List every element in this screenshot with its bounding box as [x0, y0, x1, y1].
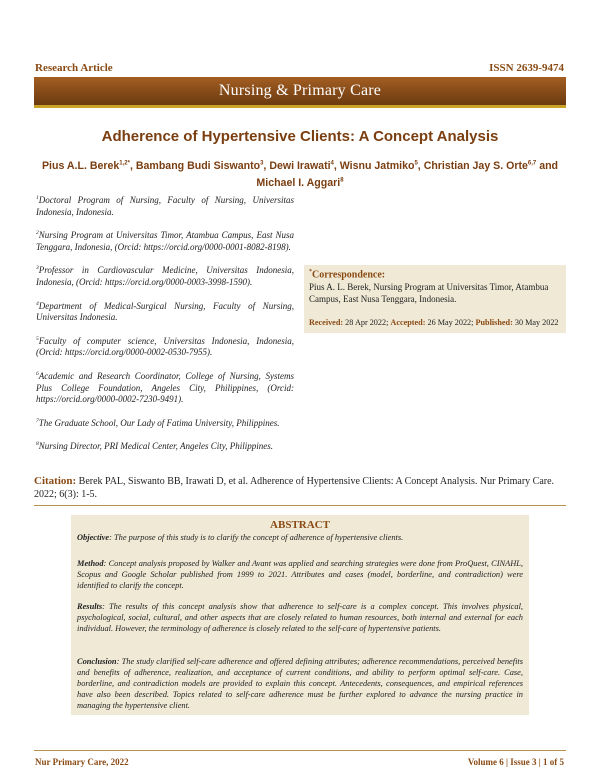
footer-journal: Nur Primary Care, 2022 — [35, 757, 129, 767]
author-list — [36, 156, 564, 191]
author: Christian Jay S. Orte$^{6,7}$ and — [423, 159, 559, 172]
author: Michael I. Aggari$^8$ — [256, 177, 344, 190]
affiliation: $^5$Faculty of computer science, Universitas Indonesia, Indonesia, (Orcid: https://orcid.org/0000-0002-0530-7955). — [36, 335, 294, 358]
article-type-label: Research Article — [35, 62, 113, 74]
citation: Citation: Berek PAL, Siswanto BB, Irawati D, et al. Adherence of Hypertensive Clients: A Concept Analysis. Nur Primary Care. 2022; 6(3): 1-5. — [34, 475, 555, 500]
correspondence-box — [304, 265, 566, 333]
publication-dates: Received: 28 Apr 2022; Accepted: 26 May 2022; Published: 30 May 2022 — [309, 318, 559, 327]
divider — [34, 505, 566, 506]
abstract-method: Method: Concept analysis proposed by Walker and Avant was applied and searching strategies were done from ProQuest, CINAHL, Scopus and Google Scholar published from 1999 to 2021. Attributes and cases (model, borderline, and contradiction) were identified to clarify the concept. — [77, 559, 523, 590]
affiliation: $^3$Professor in Cardiovascular Medicine, Universitas Indonesia, Indonesia, (Orcid: https://orcid.org/0000-0003-3998-1590). — [36, 265, 294, 287]
author: Bambang Budi Siswanto$^3$, — [135, 159, 270, 172]
abstract-results: Results: The results of this concept analysis show that adherence to self-care is a complex concept. This involves physical, psychological, social, cultural, and other aspects that are closely related to human resources, both internal and external for each individual. However, the terminology of adherence is closely related to the self-care of hypertensive patients. — [77, 602, 523, 633]
author: Pius A.L. Berek$^{1,2*}$, — [41, 159, 136, 172]
issn-label: ISSN 2639-9474 — [489, 62, 564, 74]
author: Wisnu Jatmiko$^5$, — [339, 159, 424, 172]
journal-title: Nursing & Primary Care — [218, 82, 382, 99]
author: Dewi Irawati$^4$, — [269, 159, 340, 172]
paper-title: Adherence of Hypertensive Clients: A Concept Analysis — [101, 128, 499, 145]
affiliation: $^6$Academic and Research Coordinator, College of Nursing, Systems Plus College Foundation, Angeles City, Philippines, (Orcid: https://orcid.org/0000-0002-7230-9491). — [36, 370, 294, 405]
journal-banner — [34, 77, 566, 108]
correspondence-heading: *Correspondence: — [309, 269, 386, 281]
correspondence-body: Pius A. L. Berek, Nursing Program at Universitas Timor, Atambua Campus, East Nusa Tenggara, Indonesia. — [309, 282, 549, 304]
affiliation-list — [36, 193, 294, 463]
footer-divider — [34, 750, 566, 751]
footer-page-info: Volume 6 | Issue 3 | 1 of 5 — [467, 757, 564, 767]
abstract-heading: ABSTRACT — [270, 519, 330, 531]
affiliation: $^2$Nursing Program at Universitas Timor, Atambua Campus, East Nusa Tenggara, Indonesia, (Orcid: https://orcid.org/0000-0001-8082-8198). — [36, 230, 294, 252]
abstract-box — [71, 515, 529, 715]
affiliation: $^1$Doctoral Program of Nursing, Faculty of Nursing, Universitas Indonesia, Indonesia. — [36, 195, 294, 217]
affiliation: $^8$Nursing Director, PRI Medical Center, Angeles City, Philippines. — [36, 441, 273, 452]
abstract-conclusion: Conclusion: The study clarified self-care adherence and offered defining attributes; adherence recommendations, perceived benefits and benefits of adherence, realization, and acceptance of current conditions, and ability to perform optimal self-care. Case, borderline, and contradiction models are provided to explain this concept. Antecedents, consequences, and empirical references have also been described. Topics related to self-care adherence must be further explored to advance the nursing practice in managing the hypertensive client. — [77, 657, 523, 710]
affiliation: $^4$Department of Medical-Surgical Nursing, Faculty of Nursing, Universitas Indonesia. — [36, 300, 294, 323]
affiliation: $^7$The Graduate School, Our Lady of Fatima University, Philippines. — [36, 417, 280, 428]
abstract-objective: Objective: The purpose of this study is to clarify the concept of adherence of hypertensive clients. — [77, 533, 404, 542]
